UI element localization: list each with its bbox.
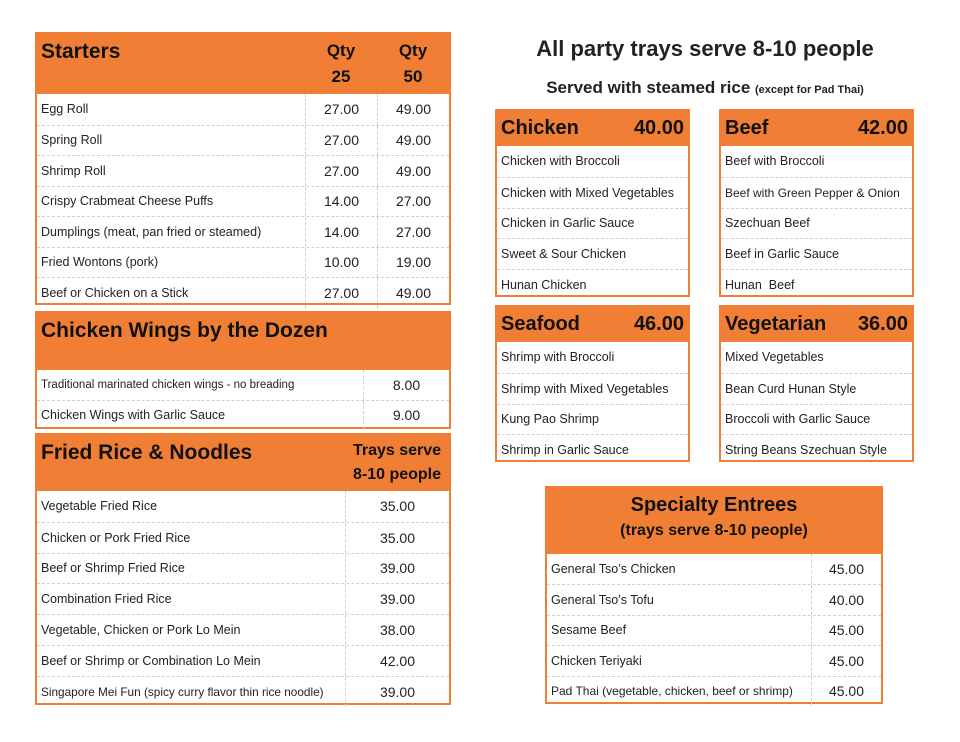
item-price: 39.00: [345, 584, 449, 614]
menu-row: [721, 373, 912, 404]
item-name: Singapore Mei Fun (spicy curry flavor thin rice noodle): [41, 684, 324, 699]
starters-title: Starters: [41, 40, 121, 63]
wings-list: [37, 370, 449, 429]
item-name: Crispy Crabmeat Cheese Puffs: [41, 194, 214, 209]
item-name: Chicken Teriyaki: [551, 653, 642, 668]
specialty-section: [545, 486, 883, 704]
menu-row: [37, 155, 449, 186]
menu-row: [37, 370, 449, 400]
item-name: Chicken with Mixed Vegetables: [501, 185, 675, 200]
vegetarian-price: 36.00: [857, 313, 908, 335]
menu-row: [721, 342, 912, 373]
item-name: Fried Wontons (pork): [41, 255, 159, 270]
beef-header: [721, 111, 912, 146]
menu-row: [721, 208, 912, 239]
party-trays-title: All party trays serve 8-10 people: [536, 36, 874, 61]
specialty-header: [547, 488, 881, 554]
item-price: 40.00: [811, 585, 881, 614]
chicken-section: [495, 109, 690, 297]
menu-row: [497, 208, 688, 239]
specialty-subtitle: (trays serve 8-10 people): [620, 522, 808, 539]
menu-row: [547, 554, 881, 584]
menu-row: [497, 373, 688, 404]
price-25: 27.00: [305, 278, 377, 308]
menu-row: [497, 177, 688, 208]
trays-note: [345, 435, 449, 491]
menu-row: [37, 216, 449, 247]
menu-row: [721, 238, 912, 269]
item-price: 35.00: [345, 491, 449, 522]
menu-row: [37, 125, 449, 156]
item-name: Egg Roll: [41, 102, 89, 117]
price-50: 27.00: [377, 187, 449, 217]
menu-row: [721, 434, 912, 465]
chicken-title: Chicken: [501, 117, 579, 139]
menu-row: [37, 522, 449, 553]
beef-title: Beef: [725, 117, 769, 139]
item-name: Vegetable Fried Rice: [41, 499, 158, 514]
item-name: Beef with Green Pepper & Onion: [725, 185, 900, 200]
price-25: 14.00: [305, 217, 377, 247]
wings-section: [35, 311, 451, 429]
menu-row: [721, 146, 912, 177]
menu-row: [37, 247, 449, 278]
price-25: 10.00: [305, 248, 377, 278]
menu-row: [37, 400, 449, 430]
item-price: 9.00: [363, 401, 449, 430]
menu-row: [37, 186, 449, 217]
menu-row: [37, 614, 449, 645]
menu-row: [497, 269, 688, 300]
item-name: Traditional marinated chicken wings - no breading: [41, 378, 295, 391]
seafood-list: [497, 342, 688, 465]
item-price: 45.00: [811, 646, 881, 675]
seafood-price: 46.00: [633, 313, 684, 335]
item-price: 45.00: [811, 677, 881, 706]
menu-row: [37, 676, 449, 707]
menu-row: [547, 584, 881, 614]
menu-row: [547, 676, 881, 706]
chicken-list: [497, 146, 688, 300]
item-price: 39.00: [345, 554, 449, 584]
item-name: Szechuan Beef: [725, 216, 810, 231]
qty-value: 50: [403, 67, 423, 86]
seafood-header: [497, 307, 688, 342]
fried-list: [37, 491, 449, 707]
item-name: Beef or Chicken on a Stick: [41, 285, 189, 300]
vegetarian-section: [719, 305, 914, 462]
wings-title: Chicken Wings by the Dozen: [41, 319, 328, 342]
chicken-price: 40.00: [633, 117, 684, 139]
item-name: Shrimp with Mixed Vegetables: [501, 381, 669, 396]
item-name: Chicken with Broccoli: [501, 154, 620, 169]
qty-label: Qty: [326, 41, 356, 60]
menu-row: [37, 94, 449, 125]
starters-section: [35, 32, 451, 305]
item-name: Shrimp with Broccoli: [501, 350, 615, 365]
steamed-rice-subtitle: [480, 78, 930, 98]
item-name: Chicken Wings with Garlic Sauce: [41, 407, 226, 422]
item-name: Shrimp in Garlic Sauce: [501, 443, 629, 458]
price-50: 49.00: [377, 278, 449, 308]
vegetarian-header: [721, 307, 912, 342]
menu-row: [497, 434, 688, 465]
item-name: Sesame Beef: [551, 623, 627, 638]
qty-50-header: [377, 34, 449, 94]
item-name: Dumplings (meat, pan fried or steamed): [41, 224, 262, 239]
item-name: Spring Roll: [41, 133, 103, 148]
starters-header: [37, 34, 449, 94]
qty-label: Qty: [398, 41, 428, 60]
item-name: Beef or Shrimp or Combination Lo Mein: [41, 653, 261, 668]
menu-row: [37, 645, 449, 676]
item-price: 45.00: [811, 554, 881, 584]
menu-row: [721, 177, 912, 208]
item-price: 39.00: [345, 677, 449, 707]
item-price: 8.00: [363, 370, 449, 400]
price-50: 49.00: [377, 126, 449, 156]
menu-row: [547, 645, 881, 675]
trays-line: 8-10 people: [352, 466, 442, 483]
chicken-header: [497, 111, 688, 146]
item-name: Hunan Chicken: [501, 278, 587, 293]
menu-row: [37, 277, 449, 308]
item-price: 42.00: [345, 646, 449, 676]
price-50: 27.00: [377, 217, 449, 247]
vegetarian-title: Vegetarian: [725, 313, 827, 335]
item-name: Sweet & Sour Chicken: [501, 247, 627, 262]
fried-title: Fried Rice & Noodles: [41, 441, 253, 464]
qty-25-header: [305, 34, 377, 94]
item-name: Hunan Beef: [725, 278, 795, 293]
item-name: Chicken or Pork Fried Rice: [41, 530, 191, 545]
item-name: Shrimp Roll: [41, 163, 106, 178]
seafood-title: Seafood: [501, 313, 580, 335]
price-50: 49.00: [377, 156, 449, 186]
menu-row: [547, 615, 881, 645]
menu-row: [721, 269, 912, 300]
item-price: 35.00: [345, 523, 449, 553]
item-price: 45.00: [811, 616, 881, 645]
subtitle-text: Served with steamed rice: [546, 78, 751, 97]
item-name: Broccoli with Garlic Sauce: [725, 412, 871, 427]
price-25: 27.00: [305, 156, 377, 186]
item-name: Beef or Shrimp Fried Rice: [41, 561, 185, 576]
specialty-list: [547, 554, 881, 706]
menu-row: [721, 404, 912, 435]
price-25: 14.00: [305, 187, 377, 217]
price-25: 27.00: [305, 94, 377, 125]
menu-row: [37, 553, 449, 584]
item-name: Pad Thai (vegetable, chicken, beef or shrimp): [551, 684, 793, 699]
pad-thai-note: (except for Pad Thai): [755, 84, 864, 96]
beef-price: 42.00: [857, 117, 908, 139]
seafood-section: [495, 305, 690, 462]
menu-row: [497, 404, 688, 435]
price-50: 49.00: [377, 94, 449, 125]
item-name: Kung Pao Shrimp: [501, 412, 599, 427]
item-name: General Tso’s Chicken: [551, 562, 676, 577]
wings-header: [37, 313, 449, 370]
item-name: Bean Curd Hunan Style: [725, 381, 857, 396]
starters-list: [37, 94, 449, 308]
vegetarian-list: [721, 342, 912, 465]
item-name: Beef with Broccoli: [725, 154, 825, 169]
fried-header: [37, 435, 449, 491]
fried-rice-section: [35, 433, 451, 705]
item-price: 38.00: [345, 615, 449, 645]
item-name: Chicken in Garlic Sauce: [501, 216, 635, 231]
menu-row: [497, 342, 688, 373]
menu-row: [497, 238, 688, 269]
menu-row: [37, 491, 449, 522]
menu-row: [497, 146, 688, 177]
menu-row: [37, 583, 449, 614]
item-name: General Tso’s Tofu: [551, 593, 654, 608]
item-name: Beef in Garlic Sauce: [725, 247, 839, 262]
price-25: 27.00: [305, 126, 377, 156]
item-name: String Beans Szechuan Style: [725, 443, 887, 458]
item-name: Combination Fried Rice: [41, 592, 172, 607]
item-name: Mixed Vegetables: [725, 350, 824, 365]
price-50: 19.00: [377, 248, 449, 278]
beef-section: [719, 109, 914, 297]
item-name: Vegetable, Chicken or Pork Lo Mein: [41, 623, 241, 638]
qty-value: 25: [331, 67, 351, 86]
specialty-title: Specialty Entrees: [630, 494, 798, 516]
beef-list: [721, 146, 912, 300]
trays-line: Trays serve: [352, 442, 442, 459]
